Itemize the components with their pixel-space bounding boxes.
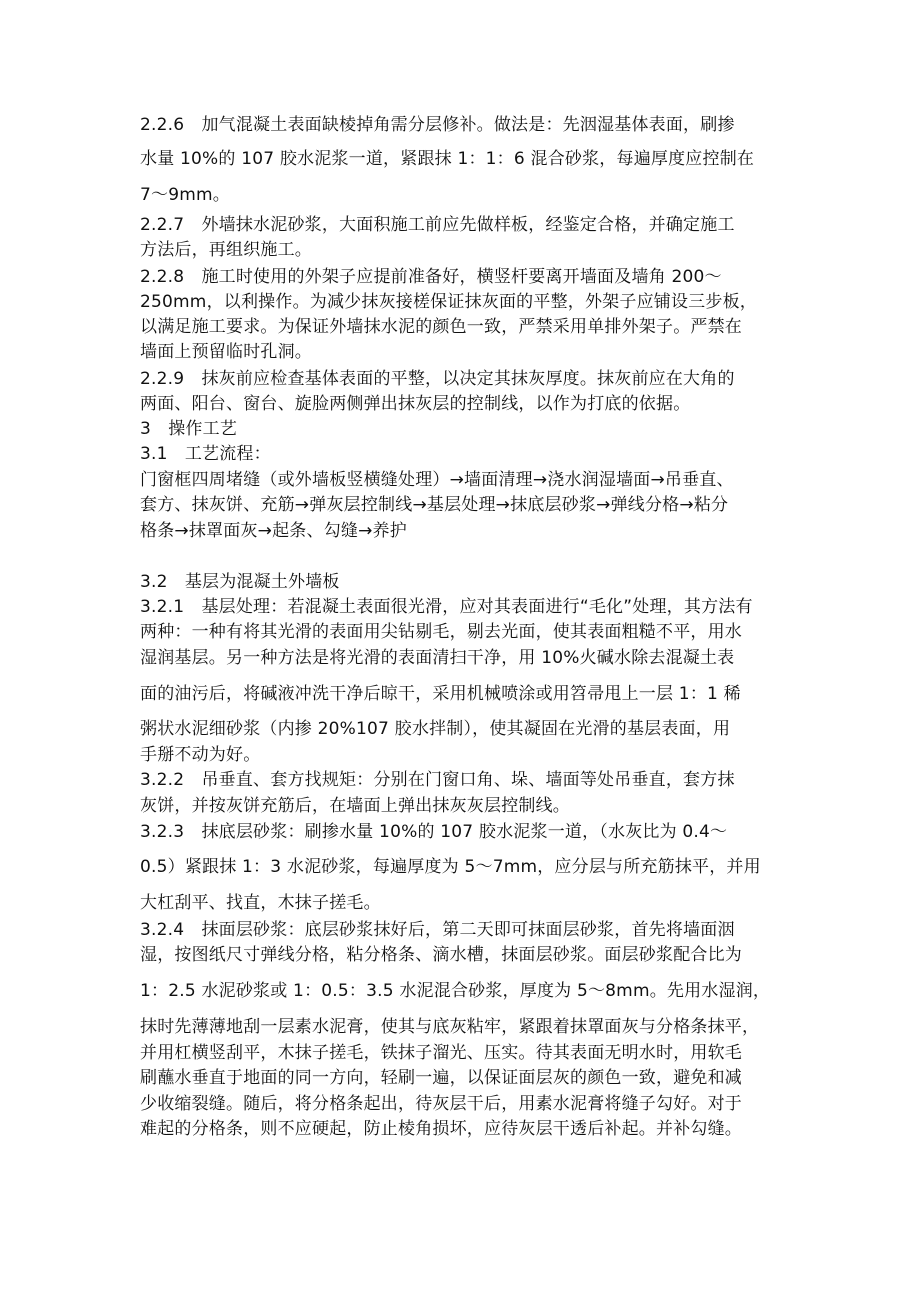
text-line: 0.5）紧跟抹 1：3 水泥砂浆，每遍厚度为 5～7mm，应分层与所充筋抹平，并用 — [140, 857, 761, 877]
text-line: 格条→抹罩面灰→起条、勾缝→养护 — [140, 521, 407, 541]
text-line: 少收缩裂缝。随后，将分格条起出，待灰层干后，用素水泥膏将缝子勾好。对于 — [140, 1094, 742, 1114]
text-line: 3.2.2 吊垂直、套方找规矩：分别在门窗口角、垛、墙面等处吊垂直，套方抹 — [140, 770, 735, 790]
text-line: 难起的分格条，则不应硬起，防止棱角损坏，应待灰层干透后补起。并补勾缝。 — [140, 1119, 742, 1139]
text-line: 手掰不动为好。 — [140, 745, 261, 765]
text-line: 3.2.4 抹面层砂浆：底层砂浆抹好后，第二天即可抹面层砂浆，首先将墙面洇 — [140, 920, 735, 940]
text-line: 两种：一种有将其光滑的表面用尖钻剔毛，剔去光面，使其表面粗糙不平，用水 — [140, 622, 742, 642]
text-line: 250mm，以利操作。为减少抹灰接槎保证抹灰面的平整，外架子应铺设三步板， — [140, 292, 757, 312]
text-line: 抹时先薄薄地刮一层素水泥膏，使其与底灰粘牢，紧跟着抹罩面灰与分格条抹平， — [140, 1017, 760, 1037]
text-line: 湿，按图纸尺寸弹线分格，粘分格条、滴水槽，抹面层砂浆。面层砂浆配合比为 — [140, 945, 742, 965]
text-line: 灰饼，并按灰饼充筋后，在墙面上弹出抹灰灰层控制线。 — [140, 796, 570, 816]
text-line: 门窗框四周堵缝（或外墙板竖横缝处理）→墙面清理→浇水润湿墙面→吊垂直、 — [140, 470, 734, 490]
text-line: 大杠刮平、找直，木抹子搓毛。 — [140, 893, 381, 913]
text-line: 湿润基层。另一种方法是将光滑的表面清扫干净，用 10%火碱水除去混凝土表 — [140, 648, 735, 668]
text-line: 水量 10%的 107 胶水泥浆一道，紧跟抹 1：1：6 混合砂浆，每遍厚度应控制在 — [140, 149, 755, 169]
text-line: 方法后，再组织施工。 — [140, 240, 312, 260]
text-line: 2.2.8 施工时使用的外架子应提前准备好，横竖杆要离开墙面及墙角 200～ — [140, 267, 722, 287]
text-line: 2.2.7 外墙抹水泥砂浆，大面积施工前应先做样板，经鉴定合格，并确定施工 — [140, 215, 735, 235]
text-line: 7～9mm。 — [140, 185, 230, 205]
text-line: 墙面上预留临时孔洞。 — [140, 342, 312, 362]
text-line: 以满足施工要求。为保证外墙抹水泥的颜色一致，严禁采用单排外架子。严禁在 — [140, 317, 742, 337]
text-line: 面的油污后，将碱液冲洗干净后晾干，采用机械喷涂或用笤帚甩上一层 1：1 稀 — [140, 684, 741, 704]
subsection-heading: 3.1 工艺流程： — [140, 444, 271, 464]
text-line: 3.2.3 抹底层砂浆：刷掺水量 10%的 107 胶水泥浆一道，（水灰比为 0.4～ — [140, 822, 728, 842]
text-line: 套方、抹灰饼、充筋→弹灰层控制线→基层处理→抹底层砂浆→弹线分格→粘分 — [140, 495, 729, 515]
text-line: 并用杠横竖刮平，木抹子搓毛，铁抹子溜光、压实。待其表面无明水时，用软毛 — [140, 1043, 742, 1063]
text-line: 2.2.6 加气混凝土表面缺棱掉角需分层修补。做法是：先洇湿基体表面，刷掺 — [140, 115, 735, 135]
text-line: 3.2.1 基层处理：若混凝土表面很光滑，应对其表面进行“毛化”处理，其方法有 — [140, 597, 753, 617]
subsection-heading: 3.2 基层为混凝土外墙板 — [140, 572, 340, 592]
text-line: 刷蘸水垂直于地面的同一方向，轻刷一遍，以保证面层灰的颜色一致，避免和减 — [140, 1068, 742, 1088]
text-line: 1：2.5 水泥砂浆或 1：0.5：3.5 水泥混合砂浆，厚度为 5～8mm。先用水湿润， — [140, 981, 771, 1001]
text-line: 2.2.9 抹灰前应检查基体表面的平整，以决定其抹灰厚度。抹灰前应在大角的 — [140, 369, 735, 389]
section-heading: 3 操作工艺 — [140, 419, 238, 439]
text-line: 两面、阳台、窗台、旋脸两侧弹出抹灰层的控制线，以作为打底的依据。 — [140, 394, 691, 414]
text-line: 粥状水泥细砂浆（内掺 20%107 胶水拌制），使其凝固在光滑的基层表面，用 — [140, 719, 731, 739]
